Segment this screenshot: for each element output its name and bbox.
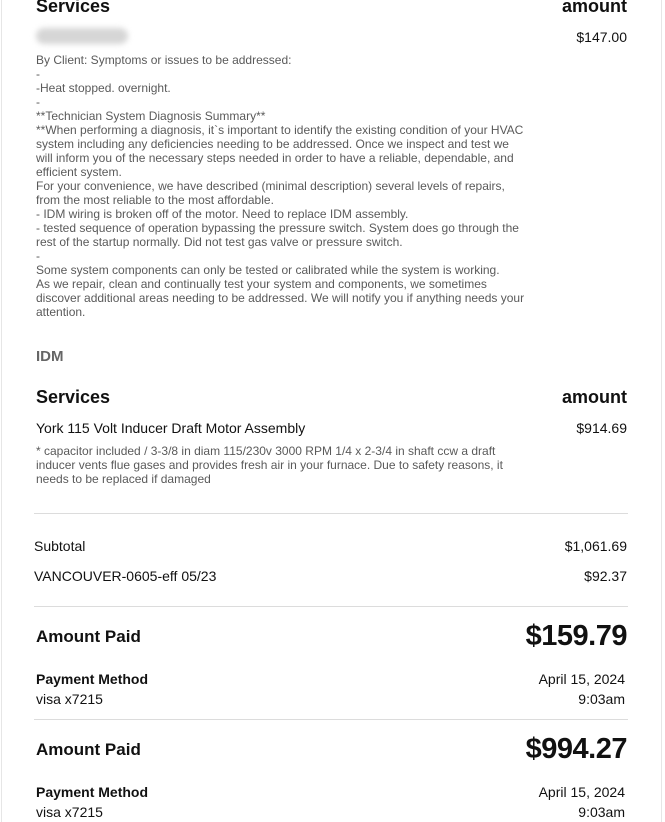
- idm-item-description: * capacitor included / 3-3/8 in diam 115/230v 3000 RPM 1/4 x 2-3/4 in shaft ccw a draft inducer vents flue gases and provides fresh air in your furnace. Due to safety reasons, it needs to be replaced if damaged: [36, 444, 503, 486]
- services-heading: Services: [36, 0, 111, 16]
- service-price-row: [36, 29, 627, 45]
- amount-paid-value: $159.79: [525, 620, 627, 652]
- amount-paid-value: $994.27: [525, 733, 627, 765]
- divider: [34, 719, 628, 720]
- payment-time: 9:03am: [578, 804, 625, 820]
- idm-amount-heading: amount: [562, 387, 627, 407]
- idm-item-name: York 115 Volt Inducer Draft Motor Assembly: [36, 420, 306, 436]
- divider: [34, 606, 628, 607]
- tax-row: [34, 568, 627, 584]
- service-price: $147.00: [576, 29, 627, 45]
- invoice-page: [1, 0, 662, 822]
- amount-paid-label: Amount Paid: [36, 739, 141, 759]
- services-header-row: [36, 0, 627, 17]
- payment-time: 9:03am: [578, 691, 625, 707]
- payment-method-row: [36, 671, 625, 687]
- section-title-idm: IDM: [36, 348, 64, 365]
- idm-item-row: [36, 420, 627, 436]
- payment-method-label: Payment Method: [36, 671, 149, 687]
- payment-date: April 15, 2024: [538, 784, 625, 800]
- idm-services-header-row: [36, 387, 627, 408]
- payment-method-label: Payment Method: [36, 784, 149, 800]
- amount-paid-row: [36, 733, 627, 766]
- amount-heading: amount: [562, 0, 627, 16]
- subtotal-label: Subtotal: [34, 538, 86, 554]
- payment-card-row: [36, 804, 625, 820]
- subtotal-row: [34, 538, 627, 554]
- service-description: By Client: Symptoms or issues to be addressed: - -Heat stopped. overnight. - **Technician System Diagnosis Summary** **When performing a diagnosis, it`s important to identify the existing condition of your HVAC system including any deficiencies needing to be addressed. Once we inspect and test we will inform you of the necessary steps needed in order to have a reliable, dependable, and efficient system. For your convenience, we have described (minimal description) several levels of repairs, from the most reliable to the most affordable. - IDM wiring is broken off of the motor. Need to replace IDM assembly. - tested sequence of operation bypassing the pressure switch. System does go through the rest of the startup normally. Did not test gas valve or pressure switch. - Some system components can only be tested or calibrated while the system is working. As we repair, clean and continually test your system and components, we sometimes discover additional areas needing to be addressed. We will notify you if anything needs your attention.: [36, 53, 525, 319]
- idm-services-heading: Services: [36, 387, 111, 407]
- tax-value: $92.37: [584, 568, 627, 584]
- tax-label: VANCOUVER-0605-eff 05/23: [34, 568, 217, 584]
- payment-method-row: [36, 784, 625, 800]
- payment-card-row: [36, 691, 625, 707]
- amount-paid-row: [36, 620, 627, 653]
- payment-card: visa x7215: [36, 804, 103, 820]
- subtotal-value: $1,061.69: [564, 538, 627, 554]
- payment-card: visa x7215: [36, 691, 103, 707]
- payment-date: April 15, 2024: [538, 671, 625, 687]
- amount-paid-label: Amount Paid: [36, 626, 141, 646]
- divider: [34, 513, 628, 514]
- idm-item-price: $914.69: [576, 420, 627, 436]
